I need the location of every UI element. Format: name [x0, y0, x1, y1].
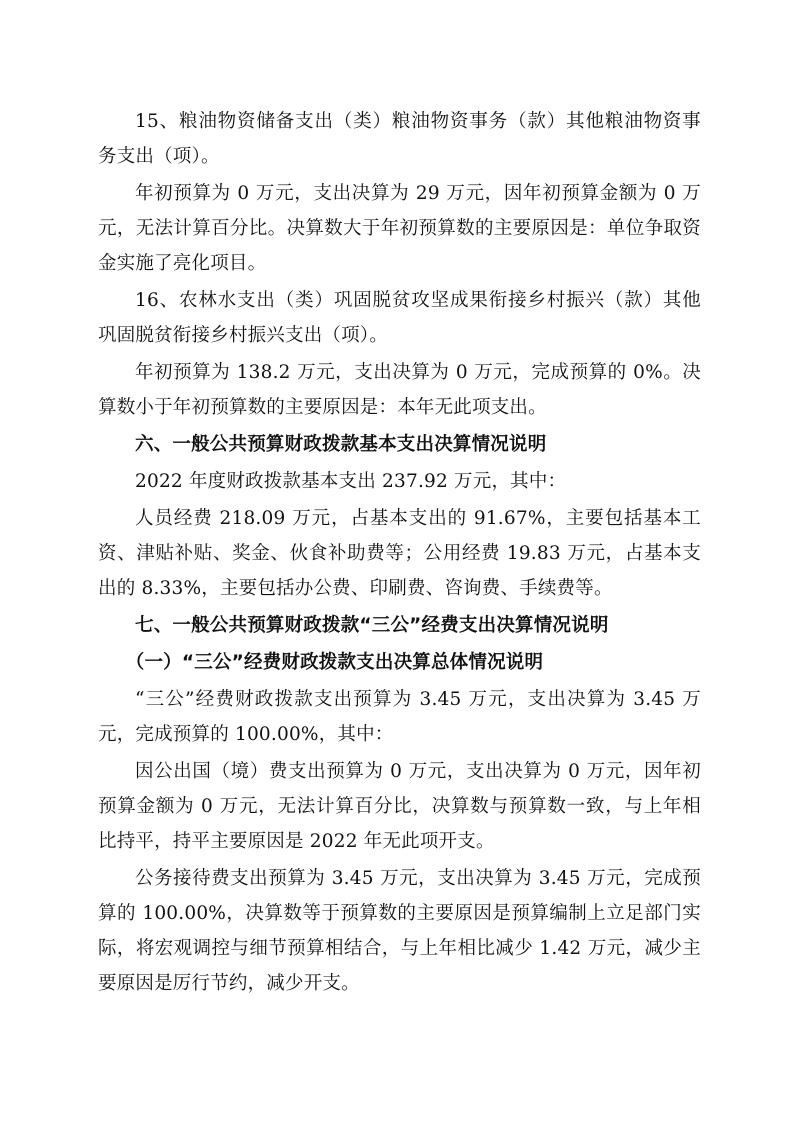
section-7-heading: 七、一般公共预算财政拨款“三公”经费支出决算情况说明: [135, 615, 609, 636]
section-6-detail: 人员经费 218.09 万元，占基本支出的 91.67%，主要包括基本工资、津贴补贴、奖金、伙食补助费等；公用经费 19.83 万元，占基本支出的 8.33%，主要包括办公费、印刷费、咨询费、手续费等。: [98, 508, 701, 599]
item-15-body: 年初预算为 0 万元，支出决算为 29 万元，因年初预算金额为 0 万元，无法计算百分比。决算数大于年初预算数的主要原因是：单位争取资金实施了亮化项目。: [98, 183, 701, 274]
section-6-heading: 六、一般公共预算财政拨款基本支出决算情况说明: [135, 434, 547, 455]
item-16-body: 年初预算为 138.2 万元，支出决算为 0 万元，完成预算的 0%。决算数小于年初预算数的主要原因是：本年无此项支出。: [98, 362, 701, 418]
section-7-1-reception: 公务接待费支出预算为 3.45 万元，支出决算为 3.45 万元，完成预算的 100.00%，决算数等于预算数的主要原因是预算编制上立足部门实际，将宏观调控与细节预算相结合，与上年相比减少 1.42 万元，减少主要原因是厉行节约，减少开支。: [98, 868, 701, 994]
item-15-title: 15、粮油物资储备支出（类）粮油物资事务（款）其他粮油物资事务支出（项）。: [98, 111, 701, 167]
section-7-1-heading: （一）“三公”经费财政拨款支出决算总体情况说明: [125, 652, 544, 673]
section-7-1-summary: “三公”经费财政拨款支出预算为 3.45 万元，支出决算为 3.45 万元，完成预算的 100.00%，其中：: [98, 689, 701, 745]
section-6-summary: 2022 年度财政拨款基本支出 237.92 万元，其中：: [135, 471, 567, 492]
item-16-title: 16、农林水支出（类）巩固脱贫攻坚成果衔接乡村振兴（款）其他巩固脱贫衔接乡村振兴支出（项）。: [98, 290, 701, 346]
section-7-1-overseas: 因公出国（境）费支出预算为 0 万元，支出决算为 0 万元，因年初预算金额为 0 万元，无法计算百分比，决算数与预算数一致，与上年相比持平，持平主要原因是 2022 年无此项开支。: [98, 761, 701, 852]
